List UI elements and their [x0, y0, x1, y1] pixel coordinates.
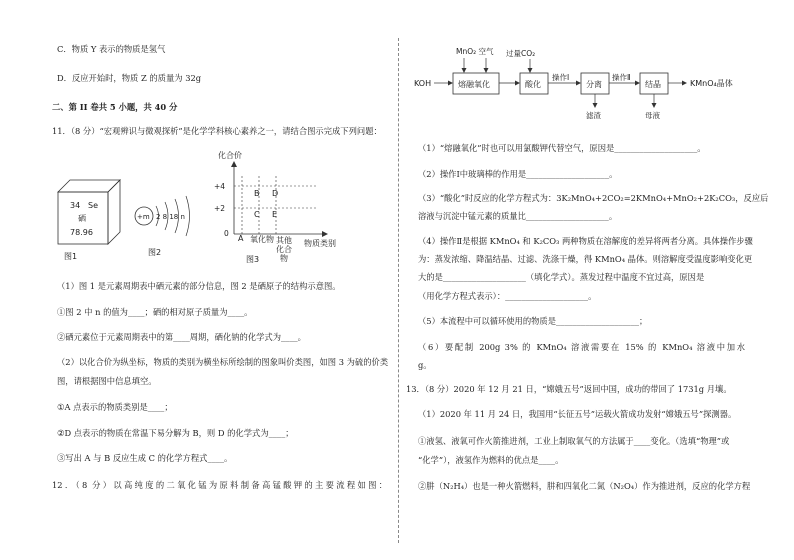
- q11-part1-b: ②硒元素位于元素周期表中的第____周期，硒化钠的化学式为____。: [57, 332, 306, 342]
- fig3-point-d: D: [272, 189, 279, 198]
- fig3-point-c: C: [254, 210, 260, 219]
- fig3-point-b: B: [254, 189, 260, 198]
- question-11: 11．（8 分）“宏观辨识与微观探析”是化学学科核心素养之一，请结合图示完成下列问题：: [52, 126, 382, 136]
- q11-part1: （1）图 1 是元素周期表中硒元素的部分信息，图 2 是硒原子的结构示意图。: [57, 281, 341, 291]
- section-heading: 二、第 II 卷共 5 小题，共 40 分: [52, 102, 178, 112]
- flow-box-separate: 分离: [586, 80, 602, 89]
- flow-input-1: MnO₂ 空气: [456, 47, 494, 56]
- flow-diagram: [412, 42, 772, 126]
- question-13: 13．（8 分）2020 年 12 月 21 日，“嫦娥五号”返回中国，成功的带回了 1731g 月壤。: [406, 384, 732, 394]
- question-12: 12．（8 分）以高纯度的二氧化锰为原料制备高锰酸钾的主要流程如图：: [52, 480, 387, 490]
- fig3-category-oxide: 氧化物: [250, 235, 274, 244]
- q11-part2-a: （2）以化合价为纵坐标，物质的类别为横坐标所绘制的图象叫价类图，如图 3 为硫的价类: [57, 357, 389, 367]
- figure-2-atom-structure: [130, 196, 210, 260]
- fig3-y-zero: 0: [224, 229, 229, 238]
- q12-part5: （5）本流程中可以循环使用的物质是____________________；: [418, 316, 648, 326]
- q12-part4-c: 大的是____________________（填化学式）。蒸发过程中温度不宜过高，原因是: [418, 272, 705, 282]
- q12-part3-a: （3）“酸化”时反应的化学方程式为：3K₂MnO₄+2CO₂=2KMnO₄+MnO₂+2K₂CO₃，反应后: [418, 193, 769, 203]
- q13-part1: （1）2020 年 11 月 24 日，我国用“长征五号”运载火箭成功发射“嫦娥五号”探测器。: [418, 409, 737, 419]
- fig1-atomic-number: 34: [70, 201, 81, 210]
- fig1-name: 硒: [78, 214, 86, 223]
- q13-part1-a: ①液氢、液氧可作火箭推进剂，工业上制取氧气的方法属于____变化。（选填“物理”或: [418, 436, 730, 446]
- fig2-shells: 2 8 18 n: [156, 213, 185, 221]
- q12-part2: （2）操作Ⅰ中玻璃棒的作用是____________________。: [418, 169, 618, 179]
- option-d: D．反应开始时，物质 Z 的质量为 32g: [57, 73, 202, 83]
- figure-1-periodic-cell: [58, 180, 128, 260]
- flow-output-mother-liquor: 母液: [645, 111, 660, 120]
- column-divider: [398, 38, 399, 543]
- fig3-point-e: E: [272, 210, 278, 219]
- q11-part1-a: ①图 2 中 n 的值为____；硒的相对原子质量为____。: [57, 307, 253, 317]
- flow-op-2: 操作Ⅱ: [612, 73, 631, 82]
- flow-op-1: 操作Ⅰ: [552, 73, 570, 82]
- q12-part4-a: （4）操作Ⅱ是根据 KMnO₄ 和 K₂CO₃ 两种物质在溶解度的差异将两者分离。具体操作步骤: [418, 236, 753, 246]
- q12-part4-b: 为：蒸发浓缩、降温结晶、过滤、洗涤干燥，得 KMnO₄ 晶体。则溶解度受温度影响变化更: [418, 254, 753, 264]
- q12-part3-b: 溶液与沉淀中锰元素的质量比____________________。: [418, 211, 618, 221]
- q12-part6-a: （6）要配制 200g 3% 的 KMnO₄ 溶液需要在 15% 的 KMnO₄ 溶液中加水: [418, 342, 745, 352]
- fig3-category-other: 其他化合物: [276, 236, 292, 263]
- fig1-symbol: Se: [88, 201, 98, 210]
- fig1-mass: 78.96: [70, 228, 93, 237]
- q12-part6-b: g。: [418, 360, 432, 370]
- fig3-y-plus4: +4: [214, 182, 226, 191]
- q12-part1: （1）“熔融氧化”时也可以用氯酸钾代替空气，原因是____________________。: [418, 143, 706, 153]
- q11-part2-e: ③写出 A 与 B 反应生成 C 的化学方程式____。: [57, 453, 233, 463]
- fig3-y-plus2: +2: [214, 204, 226, 213]
- fig3-caption: 图3: [246, 255, 260, 264]
- flow-box-crystallize: 结晶: [645, 80, 661, 89]
- flow-output-residue: 滤渣: [586, 111, 601, 120]
- q11-part2-b: 图，请根据图中信息填空。: [57, 376, 157, 386]
- fig3-point-a: A: [238, 234, 244, 243]
- flow-input-2: 过量CO₂: [506, 49, 536, 58]
- q13-part1-b: “化学”），液氢作为燃料的优点是____。: [418, 455, 564, 465]
- fig3-xlabel: 物质类别: [304, 239, 336, 248]
- flow-box-acidify: 酸化: [525, 80, 541, 89]
- q13-part1-c: ②肼（N₂H₄）也是一种火箭燃料，肼和四氧化二氮（N₂O₄）作为推进剂，反应的化学方程: [418, 481, 751, 491]
- q11-part2-c: ①A 点表示的物质类别是____；: [57, 402, 173, 412]
- option-c: C．物质 Y 表示的物质是氢气: [57, 44, 166, 54]
- flow-start-koh: KOH: [414, 79, 432, 88]
- fig1-caption: 图1: [64, 252, 78, 261]
- flow-product: KMnO₄晶体: [690, 79, 733, 88]
- fig2-nucleus: +m: [137, 213, 150, 221]
- fig3-ylabel: 化合价: [218, 151, 242, 160]
- fig2-caption: 图2: [148, 248, 162, 257]
- flow-box-melt-oxidation: 熔融氧化: [458, 80, 490, 89]
- q11-part2-d: ②D 点表示的物质在常温下易分解为 B，则 D 的化学式为____；: [57, 428, 294, 438]
- q12-part4-d: （用化学方程式表示）：____________________。: [418, 291, 597, 301]
